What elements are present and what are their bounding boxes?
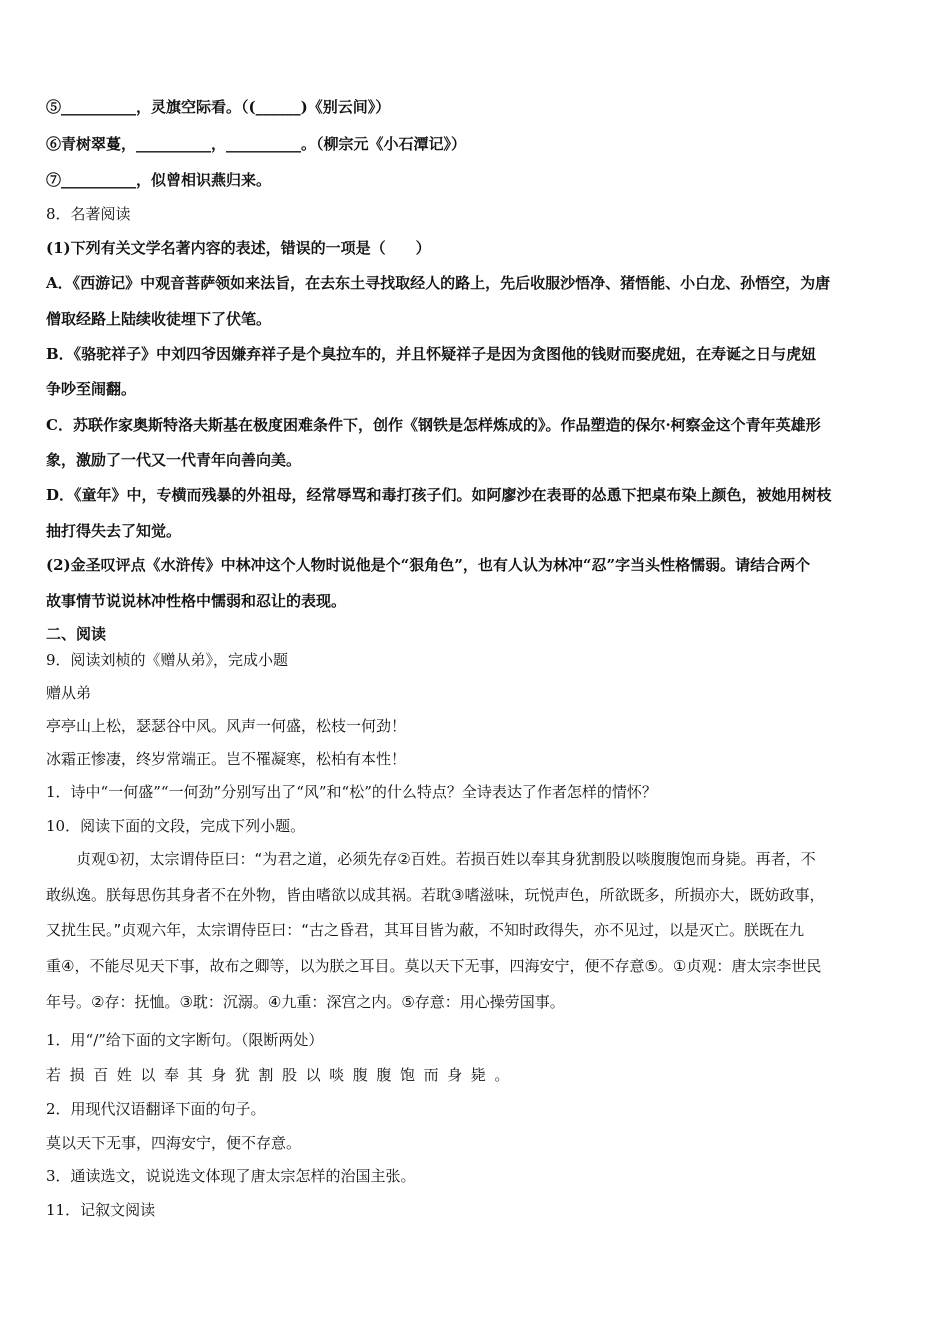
q10-passage-line-5: 年号。②存：抚恤。③耽：沉溺。④九重：深宫之内。⑤存意：用心操劳国事。 xyxy=(46,993,565,1011)
q10-sub1: 1．用“/”给下面的文字断句。（限断两处） xyxy=(46,1031,324,1049)
fill-blank-5: ⑤__________，灵旗空际看。（(______)《别云间》） xyxy=(46,98,391,116)
poem-line-2: 冰霜正惨凄，终岁常端正。岂不罹凝寒，松柏有本性！ xyxy=(46,750,407,768)
q8-option-d-line2: 抽打得失去了知觉。 xyxy=(46,522,182,540)
q8-sub2-line1: (2)金圣叹评点《水浒传》中林冲这个人物时说他是个“狠角色”，也有人认为林冲“忍”字当头性格懦弱。请结合两个 xyxy=(46,556,811,574)
q8-option-a-line1: A．《西游记》中观音菩萨领如来法旨，在去东土寻找取经人的路上，先后收服沙悟净、猪悟能、小白龙、孙悟空，为唐 xyxy=(46,274,831,292)
q10-sub2: 2．用现代汉语翻译下面的句子。 xyxy=(46,1100,266,1118)
q8-option-b-line2: 争吵至闹翻。 xyxy=(46,380,137,398)
q8-option-c-line1: C．苏联作家奥斯特洛夫斯基在极度困难条件下，创作《钢铁是怎样炼成的》。作品塑造的保尔·柯察金这个青年英雄形 xyxy=(46,416,821,434)
q10-passage-line-4: 重④，不能尽见天下事，故布之卿等，以为朕之耳目。莫以天下无事，四海安宁，便不存意⑤。①贞观：唐太宗李世民 xyxy=(46,957,822,975)
q10-passage-line-3: 又扰生民。”贞观六年，太宗谓侍臣曰：“古之昏君，其耳目皆为蔽，不知时政得失，亦不见过，以是灭亡。朕既在九 xyxy=(46,921,805,939)
q10-sub3: 3．通读选文，说说选文体现了唐太宗怎样的治国主张。 xyxy=(46,1167,416,1185)
q8-option-d-line1: D．《童年》中，专横而残暴的外祖母，经常辱骂和毒打孩子们。如阿廖沙在表哥的怂恿下把桌布染上颜色，被她用树枝 xyxy=(46,486,832,504)
fill-blank-7: ⑦__________，似曾相识燕归来。 xyxy=(46,171,272,189)
q9-question: 1．诗中“一何盛”“一何劲”分别写出了“风”和“松”的什么特点？全诗表达了作者怎样的情怀？ xyxy=(46,783,657,801)
q8-sub2-line2: 故事情节说说林冲性格中懦弱和忍让的表现。 xyxy=(46,592,347,610)
q8-sub1: (1)下列有关文学名著内容的表述，错误的一项是（ ） xyxy=(46,239,431,257)
q10-title: 10．阅读下面的文段，完成下列小题。 xyxy=(46,817,306,835)
q8-option-a-line2: 僧取经路上陆续收徒埋下了伏笔。 xyxy=(46,310,272,328)
q10-passage-line-2: 敢纵逸。朕每思伤其身者不在外物，皆由嗜欲以成其祸。若耽③嗜滋味，玩悦声色，所欲既多，所损亦大，既妨政事， xyxy=(46,886,825,904)
fill-blank-6: ⑥青树翠蔓，__________，__________。（柳宗元《小石潭记》） xyxy=(46,135,467,153)
q8-title: 8．名著阅读 xyxy=(46,205,131,223)
q10-sub1-text: 若损百姓以奉其身犹割股以啖腹腹饱而身毙。 xyxy=(46,1066,519,1084)
section-reading-heading: 二、阅读 xyxy=(46,625,107,643)
poem-line-1: 亭亭山上松，瑟瑟谷中风。风声一何盛，松枝一何劲！ xyxy=(46,717,407,735)
q10-sub2-text: 莫以天下无事，四海安宁，便不存意。 xyxy=(46,1134,302,1152)
poem-title: 赠从弟 xyxy=(46,684,92,702)
q8-option-c-line2: 象，激励了一代又一代青年向善向美。 xyxy=(46,451,302,469)
q8-option-b-line1: B．《骆驼祥子》中刘四爷因嫌弃祥子是个臭拉车的，并且怀疑祥子是因为贪图他的钱财而娶虎妞，在寿诞之日与虎妞 xyxy=(46,345,817,363)
q11-title: 11．记叙文阅读 xyxy=(46,1201,156,1219)
q10-passage-line-1: 贞观①初，太宗谓侍臣曰：“为君之道，必须先存②百姓。若损百姓以奉其身犹割股以啖腹腹饱而身毙。再者，不 xyxy=(76,850,816,868)
q9-title: 9．阅读刘桢的《赠从弟》，完成小题 xyxy=(46,651,289,669)
